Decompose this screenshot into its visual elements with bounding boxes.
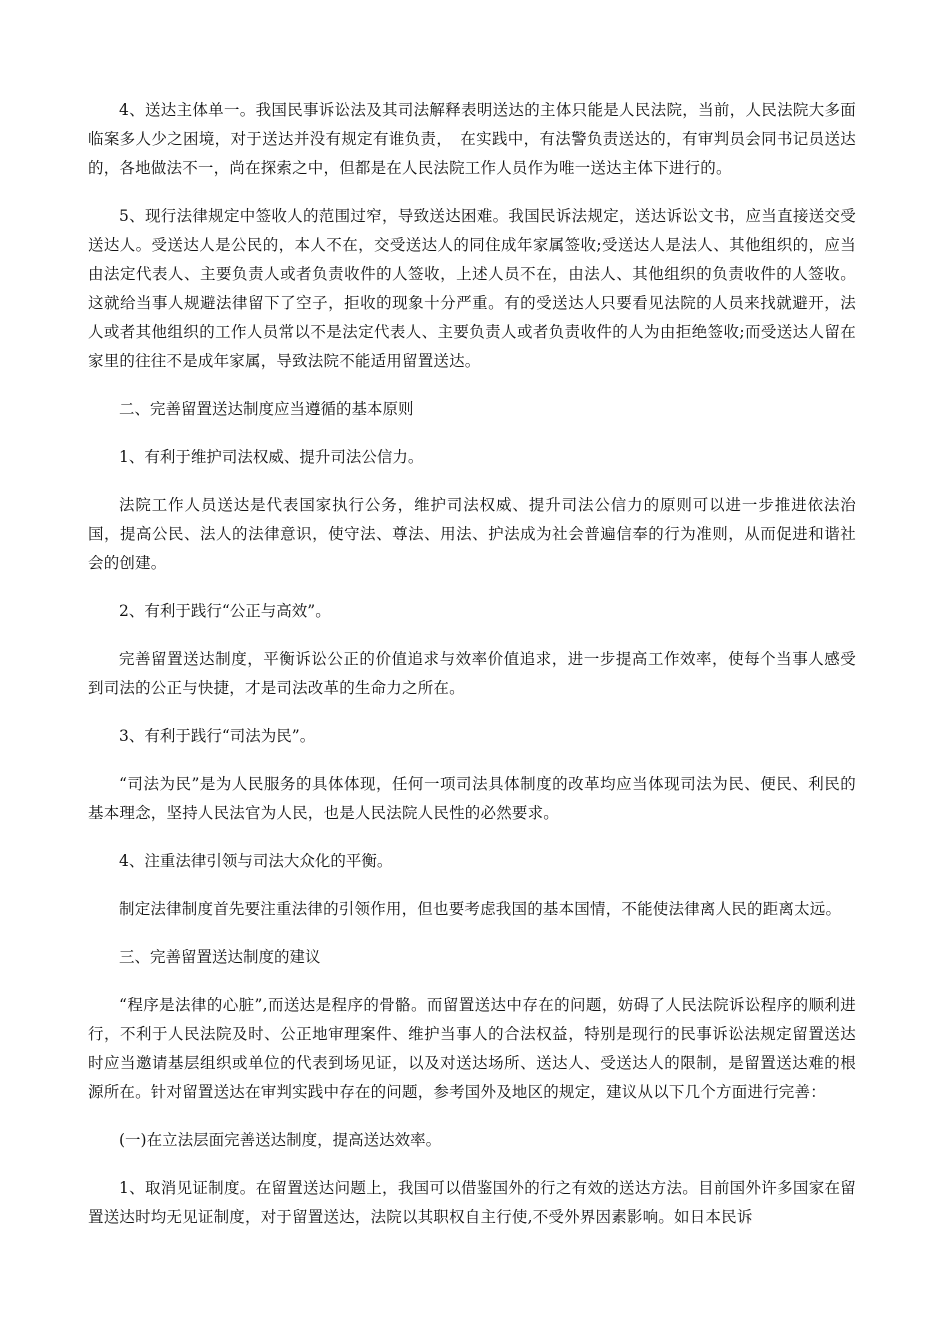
principle-paragraph-4: 制定法律制度首先要注重法律的引领作用，但也要考虑我国的基本国情，不能使法律离人民的距离太远。 [119, 900, 842, 918]
principle-paragraph-2: 完善留置送达制度，平衡诉讼公正的价值追求与效率价值追求，进一步提高工作效率，使每个当事人感受到司法的公正与快捷，才是司法改革的生命力之所在。 [88, 650, 856, 697]
document-body [88, 96, 856, 1251]
paragraph-service-subject: 4、送达主体单一。我国民事诉讼法及其司法解释表明送达的主体只能是人民法院，当前，人民法院大多面临案多人少之困境，对于送达并没有规定有谁负责， 在实践中，有法警负责送达的，有审判员会同书记员送达的，各地做法不一，尚在探索之中，但都是在人民法院工作人员作为唯一送达主体下进行的。 [88, 101, 856, 177]
paragraph-abolish-witness: 1、取消见证制度。在留置送达问题上，我国可以借鉴国外的行之有效的送达方法。目前国外许多国家在留置送达时均无见证制度，对于留置送达，法院以其职权自主行使,不受外界因素影响。如日本民诉 [88, 1179, 856, 1226]
principle-heading-2: 2、有利于践行“公正与高效”。 [119, 602, 331, 620]
principle-heading-3: 3、有利于践行“司法为民”。 [119, 727, 316, 745]
subsection-heading-legislation: (一)在立法层面完善送达制度，提高送达效率。 [119, 1131, 442, 1149]
paragraph-signatory-scope: 5、现行法律规定中签收人的范围过窄，导致送达困难。我国民诉法规定，送达诉讼文书，应当直接送交受送达人。受送达人是公民的，本人不在，交受送达人的同住成年家属签收;受送达人是法人、其他组织的，应当由法定代表人、主要负责人或者负责收件的人签收，上述人员不在，由法人、其他组织的负责收件的人签收。这就给当事人规避法律留下了空子，拒收的现象十分严重。有的受送达人只要看见法院的人员来找就避开，法人或者其他组织的工作人员常以不是法定代表人、主要负责人或者负责收件的人为由拒绝签收;而受送达人留在家里的往往不是成年家属，导致法院不能适用留置送达。 [88, 207, 856, 370]
principle-paragraph-1: 法院工作人员送达是代表国家执行公务，维护司法权威、提升司法公信力的原则可以进一步推进依法治国，提高公民、法人的法律意识，使守法、尊法、用法、护法成为社会普遍信奉的行为准则，从而促进和谐社会的创建。 [88, 496, 856, 572]
principle-paragraph-3: “司法为民”是为人民服务的具体体现，任何一项司法具体制度的改革均应当体现司法为民、便民、利民的基本理念，坚持人民法官为人民，也是人民法院人民性的必然要求。 [88, 775, 856, 822]
section-heading-principles: 二、完善留置送达制度应当遵循的基本原则 [119, 400, 414, 418]
principle-heading-1: 1、有利于维护司法权威、提升司法公信力。 [119, 448, 424, 466]
principle-heading-4: 4、注重法律引领与司法大众化的平衡。 [119, 852, 393, 870]
suggestions-intro-paragraph: “程序是法律的心脏”,而送达是程序的骨骼。而留置送达中存在的问题，妨碍了人民法院诉讼程序的顺利进行，不利于人民法院及时、公正地审理案件、维护当事人的合法权益，特别是现行的民事诉讼法规定留置送达时应当邀请基层组织或单位的代表到场见证，以及对送达场所、送达人、受送达人的限制，是留置送达难的根源所在。针对留置送达在审判实践中存在的问题，参考国外及地区的规定，建议从以下几个方面进行完善： [88, 996, 856, 1101]
section-heading-suggestions: 三、完善留置送达制度的建议 [119, 948, 321, 966]
